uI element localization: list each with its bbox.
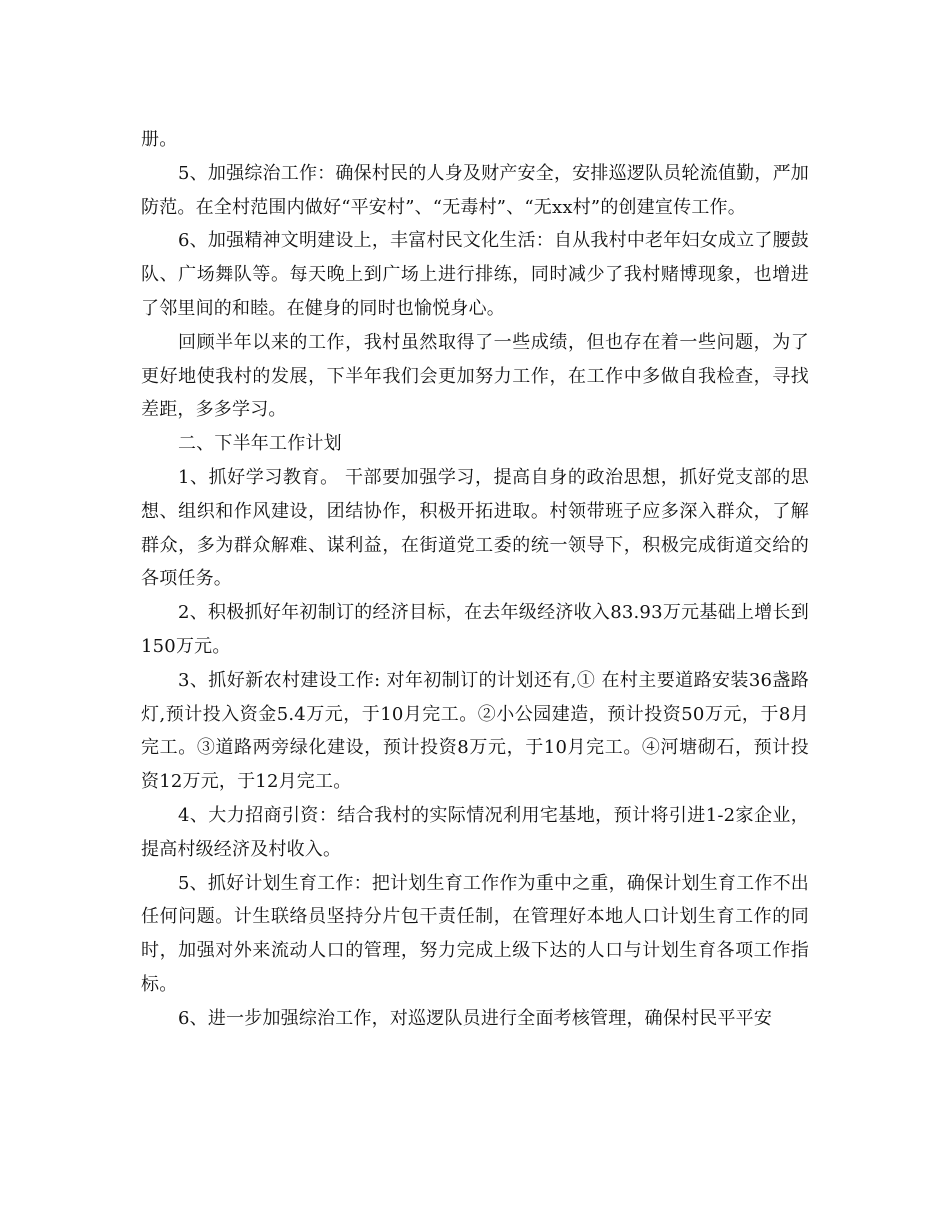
document-body <box>141 123 809 1036</box>
paragraph-comprehensive-governance: 5、加强综治工作：确保村民的人身及财产安全，安排巡逻队员轮流值勤，严加防范。在全村范围内做好“平安村”、“无毒村”、“无xx村”的创建宣传工作。 <box>141 162 809 218</box>
paragraph-spiritual-civilization: 6、加强精神文明建设上，丰富村民文化生活：自从我村中老年妇女成立了腰鼓队、广场舞队等。每天晚上到广场上进行排练，同时减少了我村赌博现象，也增进了邻里间的和睦。在健身的同时也愉悦身心。 <box>141 230 809 319</box>
paragraph-half-year-review: 回顾半年以来的工作，我村虽然取得了一些成绩，但也存在着一些问题，为了更好地使我村的发展，下半年我们会更加努力工作，在工作中多做自我检查，寻找差距，多多学习。 <box>141 331 809 421</box>
paragraph-new-village-construction: 3、抓好新农村建设工作: 对年初制订的计划还有,① 在村主要道路安装36盏路灯,预计投入资金5.4万元，于10月完工。②小公园建造，预计投资50万元，于8月完工。③道路两旁绿化建设，预计投资8万元，于10月完工。④河塘砌石，预计投资12万元，于12月完工。 <box>141 669 809 793</box>
paragraph-investment-attraction: 4、大力招商引资：结合我村的实际情况利用宅基地，预计将引进1-2家企业，提高村级经济及村收入。 <box>141 804 809 860</box>
paragraph-continuation: 册。 <box>141 129 178 150</box>
paragraph-further-governance: 6、进一步加强综治工作，对巡逻队员进行全面考核管理，确保村民平平安 <box>178 1007 773 1029</box>
paragraph-economic-target: 2、积极抓好年初制订的经济目标，在去年级经济收入83.93万元基础上增长到150万元。 <box>141 602 809 657</box>
paragraph-study-education: 1、抓好学习教育。 干部要加强学习，提高自身的政治思想，抓好党支部的思想、组织和作风建设，团结协作，积极开拓进取。村领带班子应多深入群众，了解群众，多为群众解难、谋利益，在街道党工委的统一领导下，积极完成街道交给的各项任务。 <box>141 466 809 590</box>
paragraph-family-planning: 5、抓好计划生育工作：把计划生育工作作为重中之重，确保计划生育工作不出任何问题。计生联络员坚持分片包干责任制，在管理好本地人口计划生育工作的同时，加强对外来流动人口的管理，努力完成上级下达的人口与计划生育各项工作指标。 <box>141 872 809 995</box>
section-heading-second-half-plan: 二、下半年工作计划 <box>178 433 342 455</box>
